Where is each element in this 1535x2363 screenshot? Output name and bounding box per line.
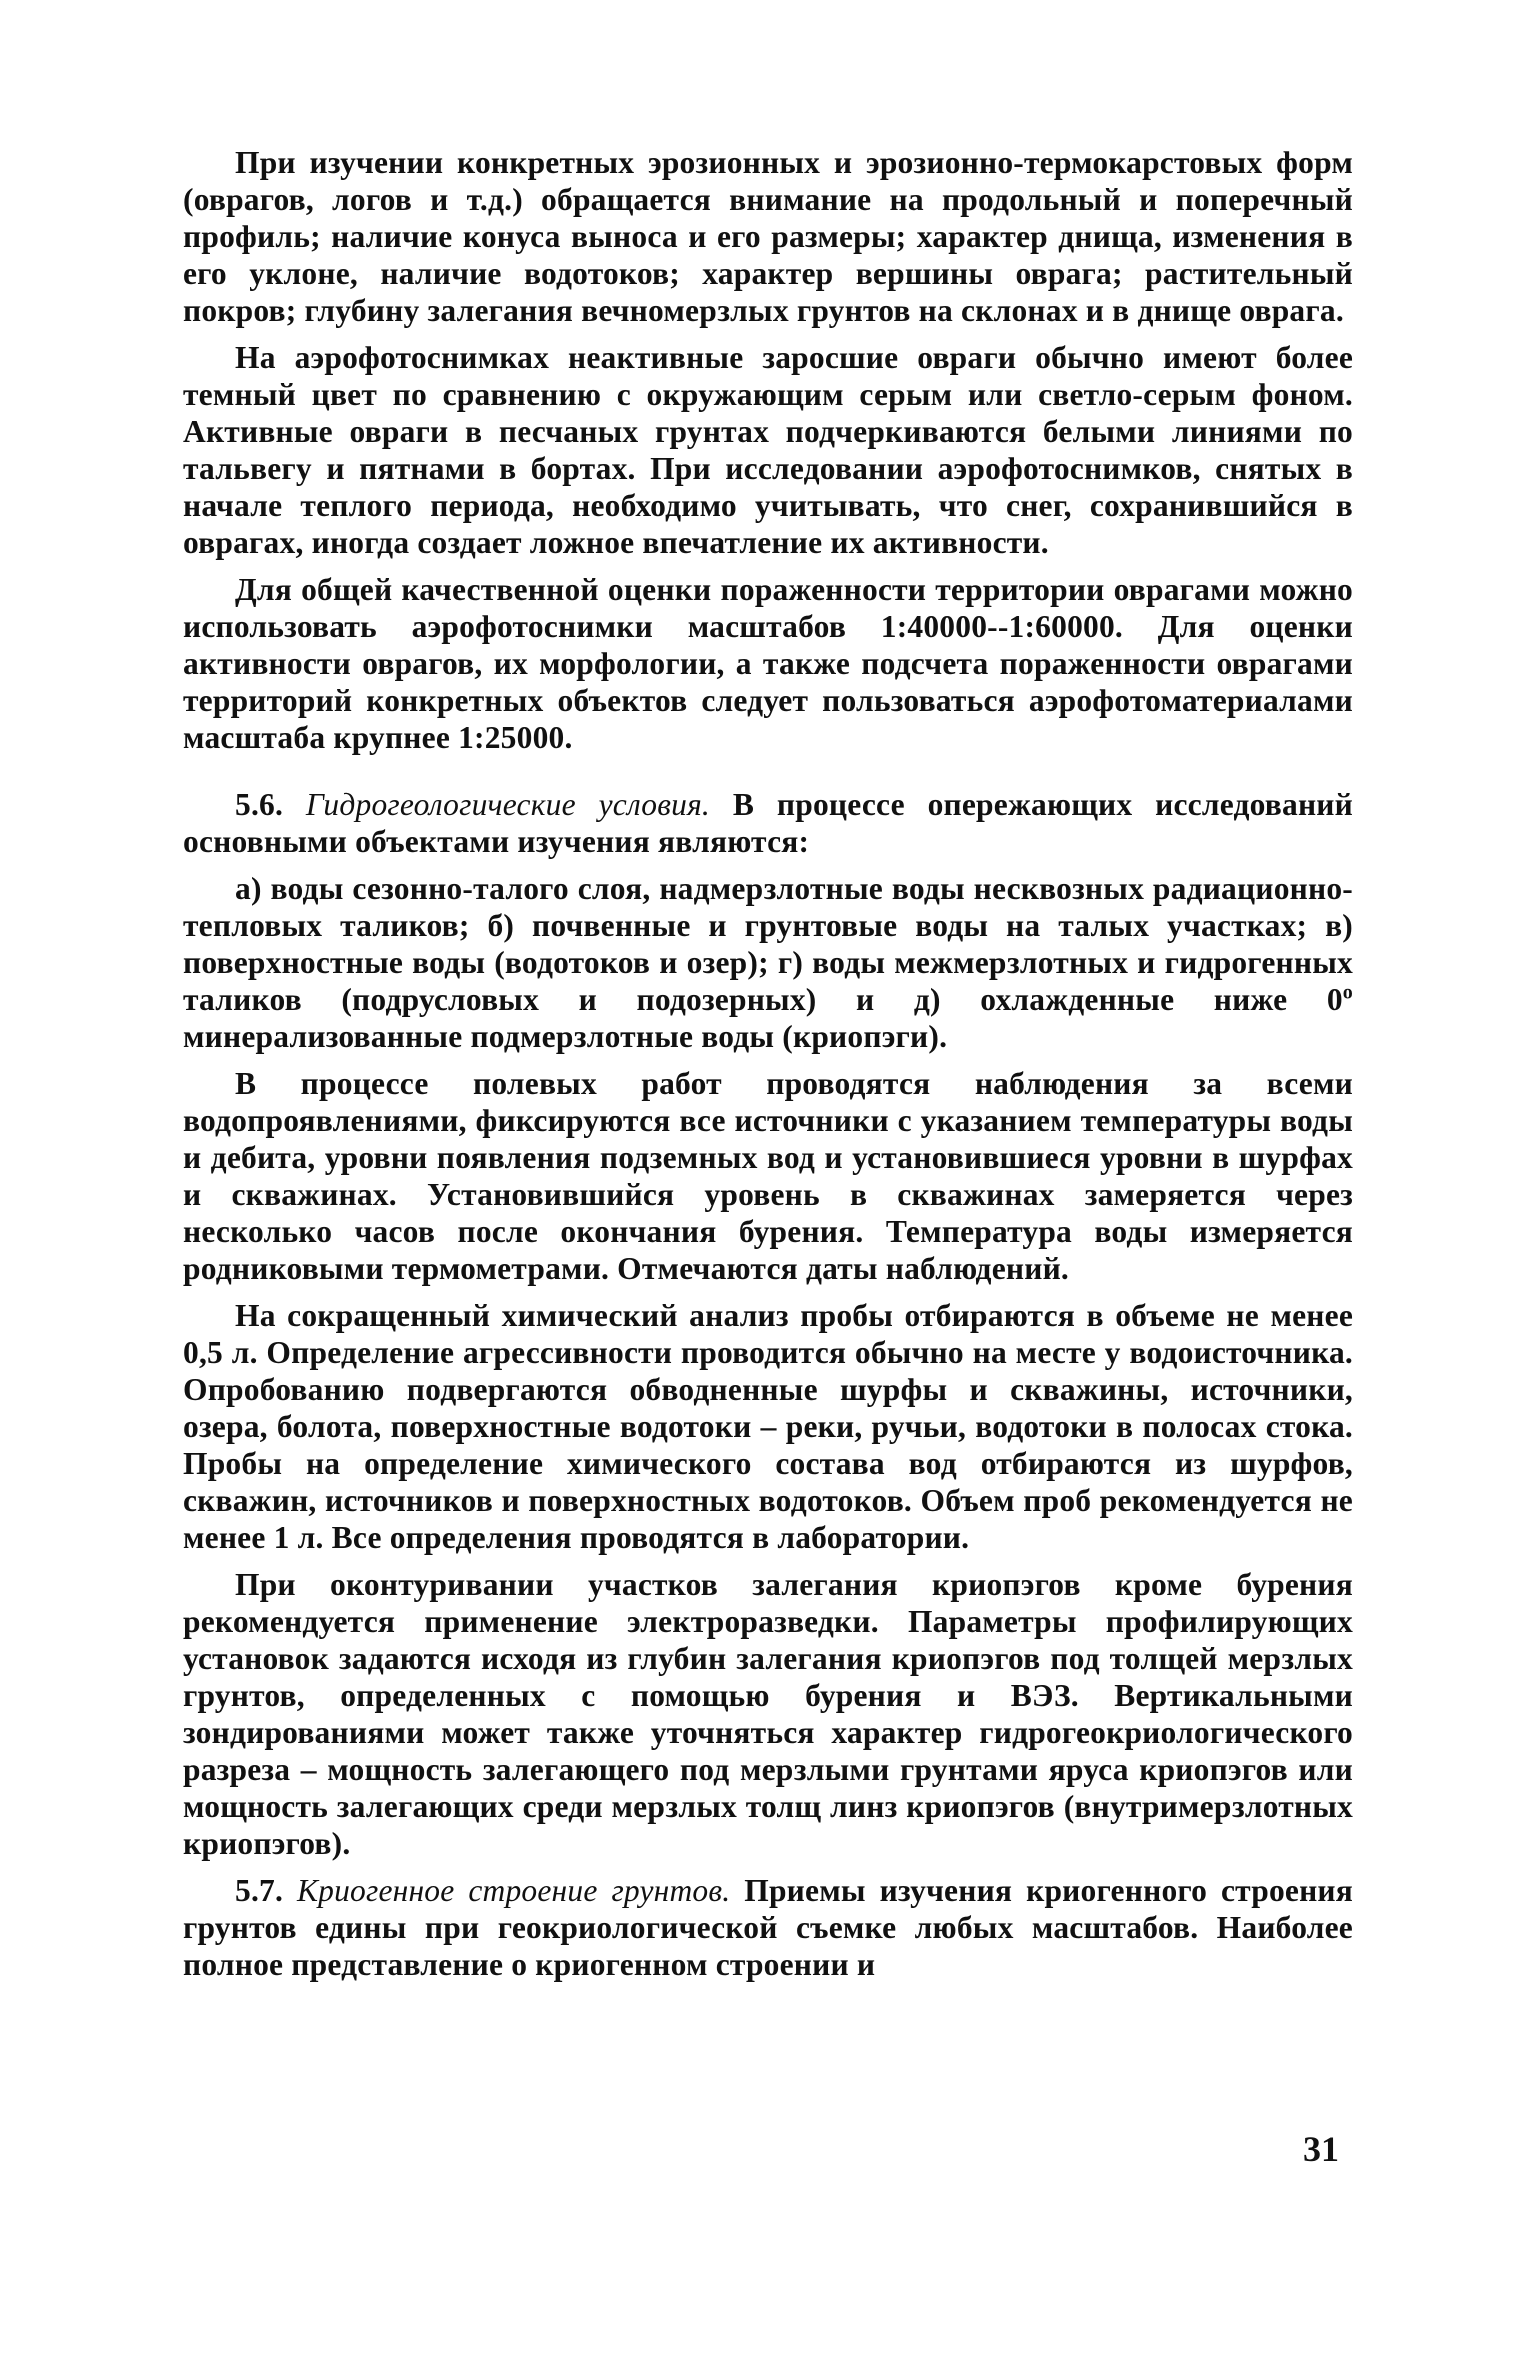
- paragraph-erosion-forms: При изучении конкретных эрозионных и эрозионно-термокарстовых форм (оврагов, логов и т.д.) обращается внимание на продольный и поперечный профиль; наличие конуса выноса и его размеры; характер днища, изменения в его уклоне, наличие водотоков; характер вершины оврага; растительный покров; глубину залегания вечномерзлых грунтов на склонах и в днище оврага.: [183, 145, 1353, 328]
- section-5-7-title: Криогенное строение грунтов.: [297, 1873, 731, 1908]
- section-5-6-text: В процессе опережающих исследований основными объектами изучения являются:: [183, 787, 1354, 859]
- paragraph-electrical-survey: При оконтуривании участков залегания криопэгов кроме бурения рекомендуется применение электроразведки. Параметры профилирующих установок задаются исходя из глубин залегания криопэгов под толщей мерзлых грунтов, определенных с помощью бурения и ВЭЗ. Вертикальными зондированиями может также уточняться характер гидрогеокриологического разреза – мощность залегающего под мерзлыми грунтами яруса криопэгов или мощность залегающих среди мерзлых толщ линз криопэгов (внутримерзлотных криопэгов).: [183, 1567, 1353, 1861]
- paragraph-chemical-analysis: На сокращенный химический анализ пробы отбираются в объеме не менее 0,5 л. Определение агрессивности проводится обычно на месте у водоисточника. Опробованию подвергаются обводненные шурфы и скважины, источники, озера, болота, поверхностные водотоки – реки, ручьи, водотоки в полосах стока. Пробы на определение химического состава вод отбираются из шурфов, скважин, источников и поверхностных водотоков. Объем проб рекомендуется не менее 1 л. Все определения проводятся в лаборатории.: [183, 1298, 1353, 1555]
- page-number: 31: [1303, 2129, 1339, 2169]
- water-types-text-a: а) воды сезонно-талого слоя, надмерзлотные воды несквозных радиационно-тепловых таликов; б) почвенные и грунтовые воды на талых участках; в) поверхностные воды (водотоков и озер); г) воды межмерзлотных и гидрогенных таликов (подрусловых и подозерных) и д) охлажденные ниже 0: [183, 871, 1353, 1017]
- paragraph-water-types: [183, 870, 1353, 1055]
- degree-superscript: о: [1342, 981, 1353, 1004]
- section-5-6: [183, 786, 1353, 860]
- section-5-6-number: 5.6.: [235, 787, 284, 822]
- paragraph-scale-assessment: Для общей качественной оценки пораженности территории оврагами можно использовать аэрофотоснимки масштабов 1:40000--1:60000. Для оценки активности оврагов, их морфологии, а также подсчета пораженности оврагами территорий конкретных объектов следует пользоваться аэрофотоматериалами масштаба крупнее 1:25000.: [183, 572, 1353, 755]
- section-5-7: [183, 1872, 1353, 1983]
- section-5-7-text: Приемы изучения криогенного строения грунтов едины при геокриологической съемке любых масштабов. Наиболее полное представление о криогенном строении и: [183, 1873, 1354, 1982]
- section-5-7-number: 5.7.: [235, 1873, 284, 1908]
- paragraph-field-observations: В процессе полевых работ проводятся наблюдения за всеми водопроявлениями, фиксируются все источники с указанием температуры воды и дебита, уровни появления подземных вод и установившиеся уровни в шурфах и скважинах. Установившийся уровень в скважинах замеряется через несколько часов после окончания бурения. Температура воды измеряется родниковыми термометрами. Отмечаются даты наблюдений.: [183, 1066, 1353, 1286]
- paragraph-aerial-photos: На аэрофотоснимках неактивные заросшие овраги обычно имеют более темный цвет по сравнению с окружающим серым или светло-серым фоном. Активные овраги в песчаных грунтах подчеркиваются белыми линиями по тальвегу и пятнами в бортах. При исследовании аэрофотоснимков, снятых в начале теплого периода, необходимо учитывать, что снег, сохранившийся в оврагах, иногда создает ложное впечатление их активности.: [183, 340, 1353, 560]
- section-5-6-title: Гидрогеологические условия.: [305, 787, 710, 822]
- water-types-text-b: минерализованные подмерзлотные воды (криопэги).: [183, 1019, 948, 1054]
- page-body: [183, 144, 1353, 1993]
